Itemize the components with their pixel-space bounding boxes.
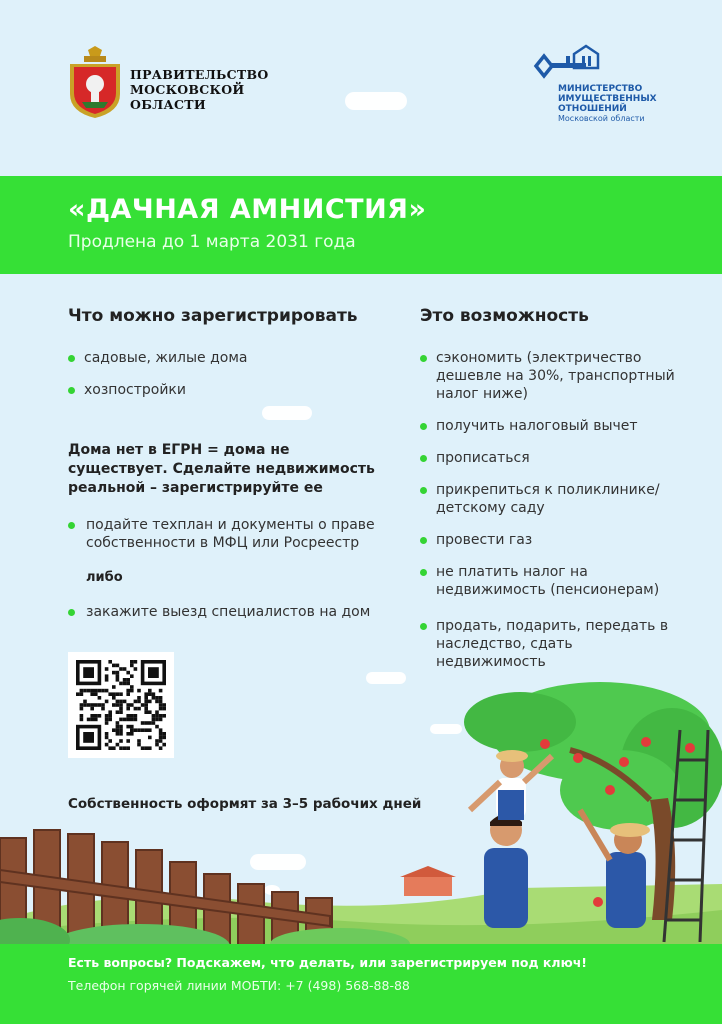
- left-column-title: Что можно зарегистрировать: [68, 306, 358, 326]
- benefits-list: [420, 349, 690, 671]
- egrn-note: Дома нет в ЕГРН = дома не существует. Сделайте недвижимость реальной – зарегистрируйте ее: [68, 442, 375, 496]
- steps-list-2: [68, 603, 398, 621]
- ministry-title: [558, 84, 657, 124]
- list-item: провести газ: [420, 531, 690, 549]
- list-item: прикрепиться к поликлинике/ детскому саду: [420, 481, 686, 517]
- ministry-line: ОТНОШЕНИЙ: [558, 104, 627, 114]
- garden-illustration: [0, 670, 722, 950]
- registrable-list: [68, 349, 348, 399]
- footer-question: Есть вопросы? Подскажем, что делать, или зарегистрируем под ключ!: [68, 955, 588, 970]
- steps-list: [68, 516, 388, 552]
- list-item: получить налоговый вычет: [420, 417, 690, 435]
- government-title: [130, 67, 269, 112]
- right-column-title: Это возможность: [420, 306, 589, 326]
- title-banner: [0, 176, 722, 274]
- hotline-phone[interactable]: Телефон горячей линии МОБТИ: +7 (498) 568-88-88: [68, 978, 410, 993]
- or-label: либо: [86, 570, 123, 585]
- list-item: закажите выезд специалистов на дом: [68, 603, 398, 621]
- gov-line: МОСКОВСКОЙ: [130, 82, 245, 97]
- ministry-line: ИМУЩЕСТВЕННЫХ: [558, 94, 657, 104]
- list-item: хозпостройки: [68, 381, 348, 399]
- moscow-region-coat-of-arms-icon: [66, 46, 124, 118]
- processing-time-note: Собственность оформят за 3–5 рабочих дней: [68, 796, 422, 812]
- list-item: продать, подарить, передать в наследство, сдать недвижимость: [420, 617, 671, 671]
- gov-line: ОБЛАСТИ: [130, 97, 206, 112]
- ministry-line: МИНИСТЕРСТВО: [558, 84, 643, 94]
- list-item: подайте техплан и документы о праве собственности в МФЦ или Росреестр: [68, 516, 388, 552]
- list-item: не платить налог на недвижимость (пенсионерам): [420, 563, 698, 599]
- gov-line: ПРАВИТЕЛЬСТВО: [130, 67, 269, 82]
- list-item: садовые, жилые дома: [68, 349, 348, 367]
- ministry-subtitle: Московской области: [558, 114, 645, 123]
- cloud: [262, 406, 312, 420]
- ministry-key-house-icon: [530, 44, 606, 84]
- cloud: [345, 92, 407, 110]
- page-subtitle: Продлена до 1 марта 2031 года: [68, 232, 356, 252]
- list-item: сэкономить (электричество дешевле на 30%, транспортный налог ниже): [420, 349, 690, 403]
- list-item: прописаться: [420, 449, 690, 467]
- page-title: «ДАЧНАЯ АМНИСТИЯ»: [68, 194, 427, 225]
